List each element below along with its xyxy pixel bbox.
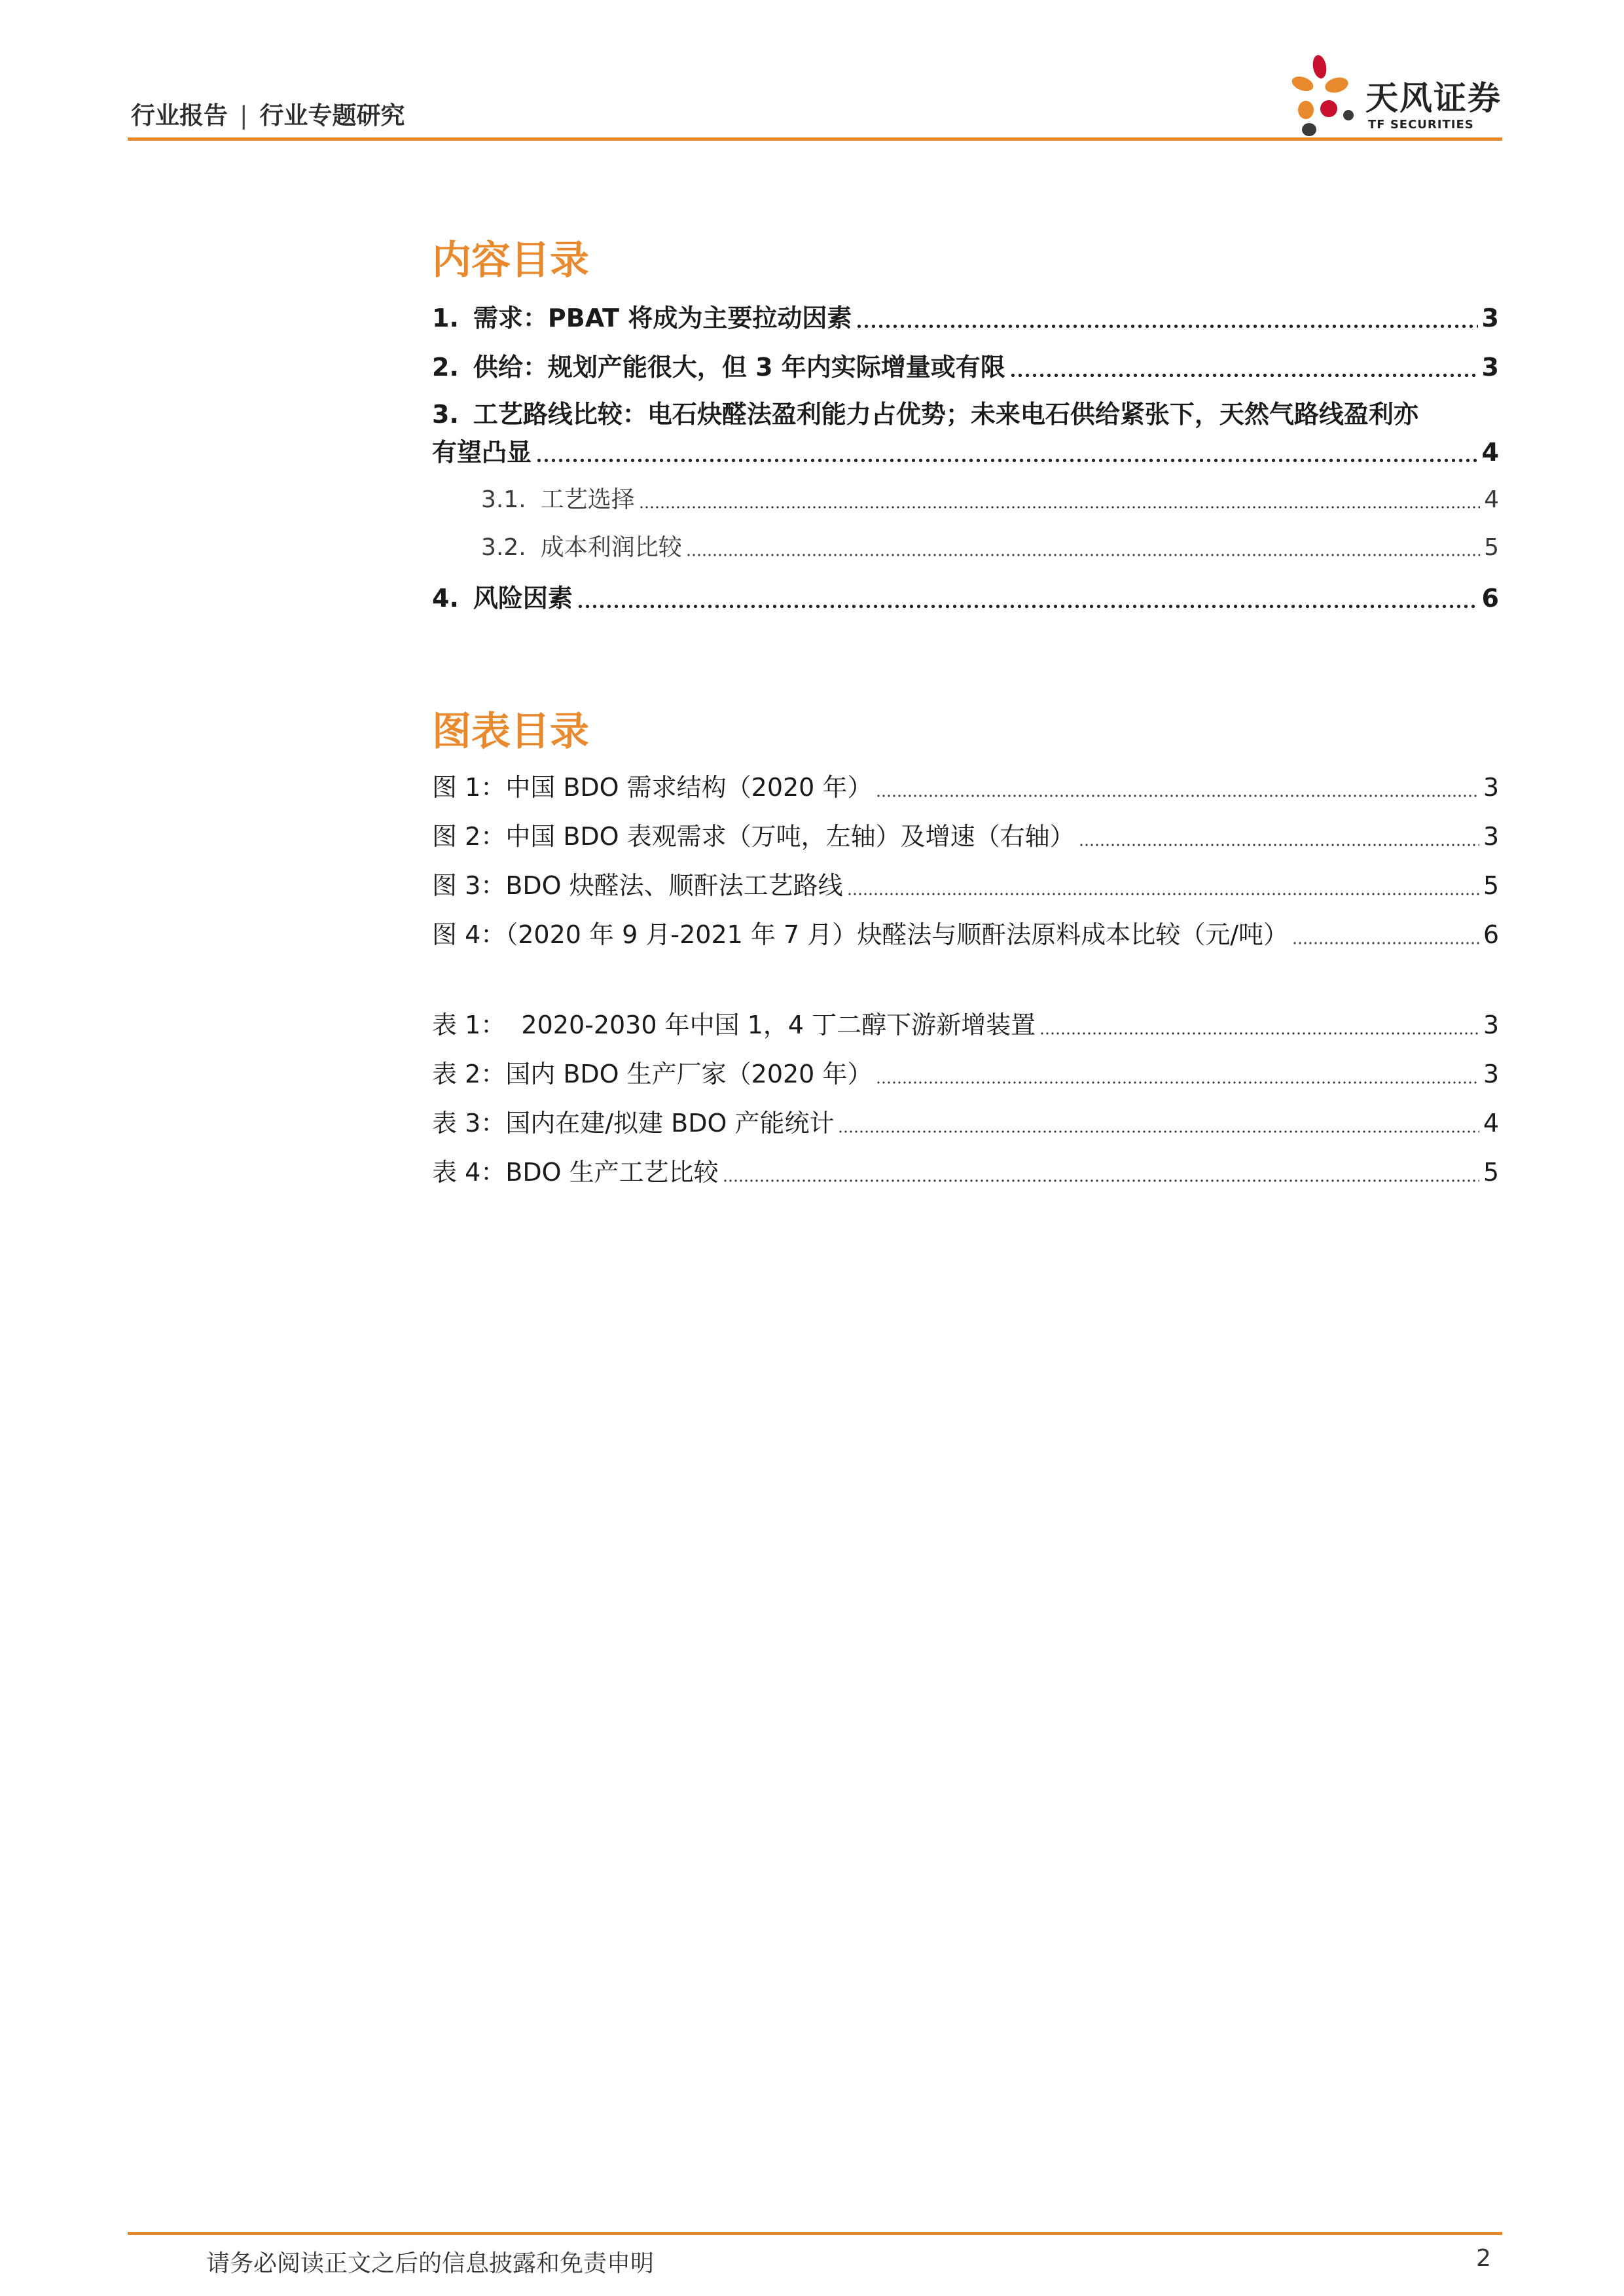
table-page: 4 [1483,1109,1499,1138]
table-item-2[interactable] [432,1054,1499,1090]
dot-leader [639,506,1480,509]
figure-page: 3 [1483,773,1499,802]
table-item-3[interactable] [432,1103,1499,1139]
table-page: 3 [1483,1060,1499,1088]
toc-page: 3 [1481,304,1499,332]
company-logo [1283,52,1506,137]
dot-leader [723,1179,1479,1182]
toc-page: 4 [1481,438,1499,467]
figure-item-3[interactable] [432,865,1499,901]
footer-rule [128,2232,1502,2235]
header-right: 行业专题研究 [259,101,405,130]
toc-text-continued: 有望凸显 [432,438,532,467]
figure-item-2[interactable] [432,816,1499,852]
table-text: 表 1： 2020-2030 年中国 1，4 丁二醇下游新增装置 [432,1011,1036,1039]
logo-name: 天风证券 [1365,79,1502,117]
header-left: 行业报告 [131,101,228,130]
toc-item-3-1[interactable] [481,481,1499,514]
toc-item-4[interactable] [432,578,1499,614]
contents-title: 内容目录 [432,238,589,283]
table-item-1[interactable] [432,1005,1499,1041]
toc-text: 成本利润比较 [540,534,682,561]
toc-page: 5 [1484,534,1499,561]
figure-text: 图 3：BDO 炔醛法、顺酐法工艺路线 [432,871,843,900]
dot-leader [876,795,1479,797]
header-rule [128,137,1502,141]
toc-page: 4 [1484,486,1499,513]
table-page: 5 [1483,1158,1499,1187]
toc-text: 供给：规划产能很大，但 3 年内实际增量或有限 [473,353,1005,382]
toc-item-3-2[interactable] [481,529,1499,562]
toc-page: 3 [1481,353,1499,382]
dot-leader [1039,1032,1479,1035]
figures-title: 图表目录 [432,709,589,755]
toc-number: 3. [432,400,459,429]
flower-logo-icon [1283,52,1365,137]
dot-leader [838,1130,1479,1133]
figure-page: 3 [1483,822,1499,851]
dot-leader [876,1081,1479,1084]
toc-text: 工艺选择 [540,486,635,513]
figure-page: 5 [1483,871,1499,900]
page-number: 2 [1476,2245,1491,2272]
figure-text: 图 1：中国 BDO 需求结构（2020 年） [432,773,873,802]
figure-page: 6 [1483,920,1499,949]
toc-number: 3.2. [481,534,526,561]
toc-number: 2. [432,353,459,382]
dot-leader [1009,374,1478,377]
dot-leader [847,893,1479,895]
toc-text: 需求：PBAT 将成为主要拉动因素 [473,304,852,332]
table-text: 表 2：国内 BDO 生产厂家（2020 年） [432,1060,873,1088]
toc-number: 1. [432,304,459,332]
dot-leader [686,554,1480,556]
table-text: 表 4：BDO 生产工艺比较 [432,1158,719,1187]
dot-leader [1292,942,1479,944]
toc-item-3-line2[interactable] [432,432,1499,468]
table-item-4[interactable] [432,1152,1499,1188]
figure-text: 图 2：中国 BDO 表观需求（万吨，左轴）及增速（右轴） [432,822,1075,851]
table-text: 表 3：国内在建/拟建 BDO 产能统计 [432,1109,835,1138]
table-page: 3 [1483,1011,1499,1039]
header-separator: | [240,101,248,130]
disclaimer-notice: 请务必阅读正文之后的信息披露和免责申明 [206,2250,655,2277]
figure-text: 图 4：（2020 年 9 月-2021 年 7 月）炔醛法与顺酐法原料成本比较（元/吨） [432,920,1289,949]
dot-leader [856,325,1477,328]
figure-item-4[interactable] [432,914,1499,950]
toc-item-1[interactable] [432,298,1499,334]
toc-item-2[interactable] [432,347,1499,383]
dot-leader [1079,844,1479,846]
dot-leader [577,605,1478,608]
toc-page: 6 [1481,584,1499,613]
toc-text: 工艺路线比较：电石炔醛法盈利能力占优势；未来电石供给紧张下，天然气路线盈利亦 [473,400,1418,429]
report-category [131,96,405,131]
toc-number: 3.1. [481,486,526,513]
figure-item-1[interactable] [432,767,1499,803]
dot-leader [535,459,1478,462]
logo-subtitle: TF SECURITIES [1368,118,1474,132]
toc-text: 风险因素 [473,584,573,613]
toc-number: 4. [432,584,459,613]
toc-item-3-line1[interactable] [432,394,1418,430]
